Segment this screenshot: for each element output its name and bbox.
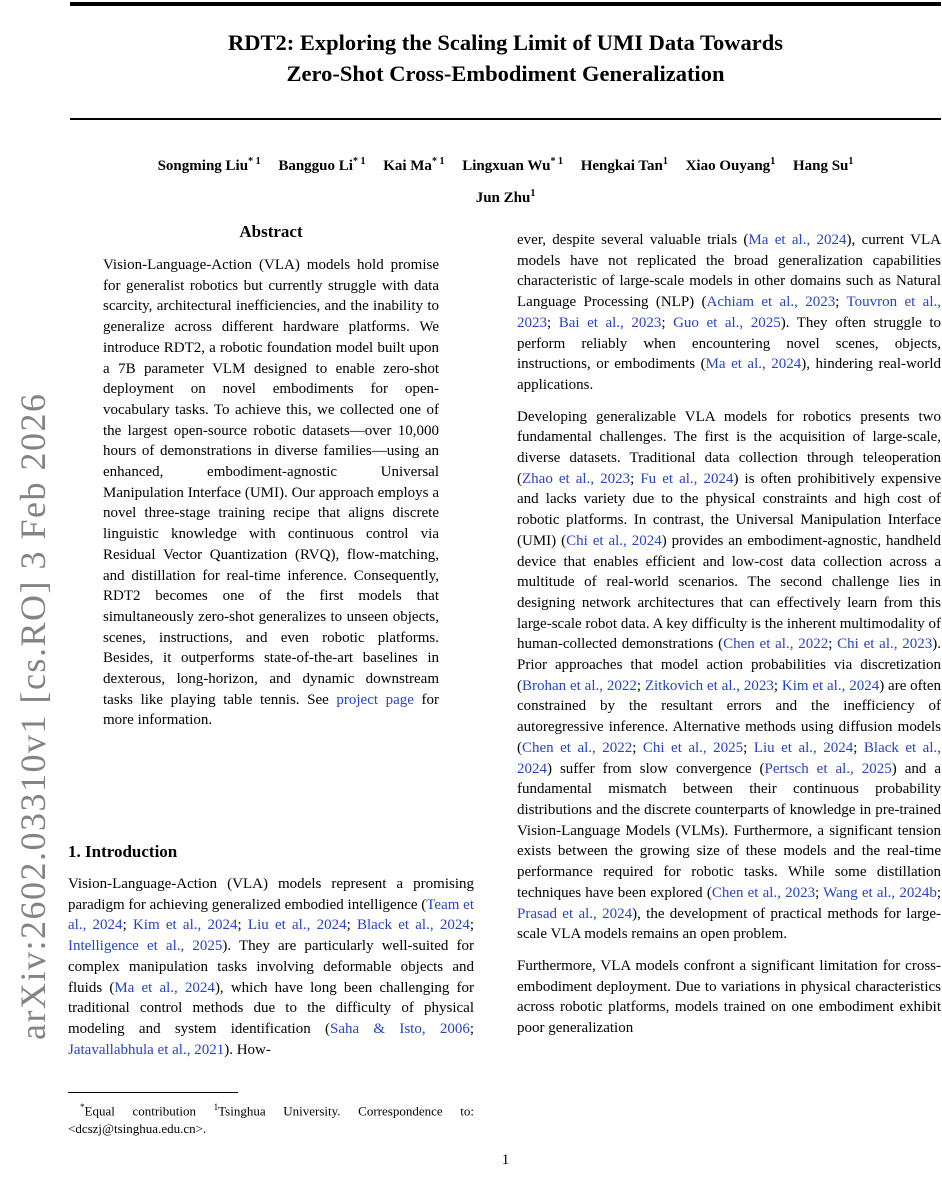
citation-link[interactable]: Intelligence et al., 2025 [68, 938, 223, 955]
author-name [383, 158, 444, 174]
author-affiliation-marker: 1 [662, 156, 668, 167]
author-affiliation-marker: 1 [848, 156, 854, 167]
intro-paragraph: Vision-Language-Action (VLA) models represent a promising paradigm for achieving generalized embodied intelligence (Team et al., 2024; Kim et al., 2024; Liu et al., 2024; Black et al., 2024; Intelligence et al., 2025). They are particularly well-suited for complex manipulation tasks involving deformable objects and fluids (Ma et al., 2024), which have long been challenging for traditional control methods due to the difficulty of physical modeling and system identification (Saha & Isto, 2006; Jatavallabhula et al., 2021). How- [68, 876, 475, 1058]
arxiv-watermark: arXiv:2602.03310v1 [cs.RO] 3 Feb 2026 [13, 392, 53, 1040]
right-column [517, 230, 941, 1050]
citation-link[interactable]: Jatavallabhula et al., 2021 [68, 1041, 225, 1058]
citation-link[interactable]: Wang et al., 2024b [823, 884, 937, 901]
author-name-text: Kai Ma [383, 158, 432, 174]
footnote-rule [68, 1092, 238, 1093]
citation-link[interactable]: Liu et al., 2024 [247, 917, 347, 934]
author-name-text: Hengkai Tan [580, 158, 663, 174]
author-name [686, 158, 776, 174]
author-row-2 [70, 180, 941, 212]
citation-link[interactable]: Chi et al., 2024 [566, 532, 662, 549]
author-affiliation-marker: 1 [770, 156, 776, 167]
citation-link[interactable]: Chi et al., 2023 [837, 636, 933, 653]
author-name-text: Bangguo Li [278, 158, 353, 174]
citation-link[interactable]: Zhao et al., 2023 [522, 470, 631, 487]
introduction-section [68, 842, 474, 1071]
author-name [462, 158, 563, 174]
author-name-text: Lingxuan Wu [462, 158, 551, 174]
project-page-link[interactable]: project page [336, 691, 414, 708]
footnote: *Equal contribution $^1$Tsinghua University. Correspondence to: <dcszj@tsinghua.edu.cn>. [68, 1102, 474, 1136]
citation-link[interactable]: Chen et al., 2023 [711, 884, 816, 901]
body-paragraph: Furthermore, VLA models confront a significant limitation for cross-embodiment deployment. Due to variations in physical characteristics across robotic platforms, models trained on one embodiment exhibit poor generalization [517, 957, 941, 1037]
footnote-marker: * [80, 1102, 85, 1112]
author-name [581, 158, 668, 174]
citation-link[interactable]: Kim et al., 2024 [132, 917, 238, 934]
citation-link[interactable]: Ma et al., 2024 [705, 356, 802, 373]
section-heading-introduction: 1. Introduction [68, 842, 178, 861]
author-row-1 [70, 148, 941, 180]
title-rule [70, 118, 941, 120]
author-block [70, 148, 941, 212]
author-affiliation-marker: * 1 [431, 156, 445, 167]
author-affiliation-marker: * 1 [248, 156, 261, 167]
author-name [278, 158, 365, 174]
citation-link[interactable]: Brohan et al., 2022 [522, 677, 637, 694]
author-affiliation-marker: 1 [530, 188, 536, 199]
paper-title [70, 27, 941, 89]
author-name-text: Hang Su [792, 158, 849, 174]
citation-link[interactable]: Chi et al., 2025 [642, 739, 744, 756]
author-name [476, 190, 536, 206]
left-column [68, 222, 475, 1058]
abstract-heading: Abstract [239, 222, 303, 241]
author-name-text: Jun Zhu [475, 190, 531, 206]
citation-link[interactable]: Black et al., 2024 [357, 917, 470, 934]
author-name [793, 158, 853, 174]
footnote-marker: 1 [213, 1102, 219, 1112]
citation-link[interactable]: Liu et al., 2024 [753, 739, 854, 756]
citation-link[interactable]: Ma et al., 2024 [114, 979, 215, 996]
citation-link[interactable]: Saha & Isto, 2006 [329, 1020, 470, 1037]
top-rule [70, 2, 941, 6]
title-line-1: RDT2: Exploring the Scaling Limit of UMI Data Towards [227, 30, 784, 55]
citation-link[interactable]: Zitkovich et al., 2023 [644, 677, 774, 694]
author-name-text: Songming Liu [157, 158, 249, 174]
author-name-text: Xiao Ouyang [685, 158, 771, 174]
citation-link[interactable]: Kim et al., 2024 [781, 677, 880, 694]
citation-link[interactable]: Bai et al., 2023 [558, 314, 662, 331]
citation-link[interactable]: Achiam et al., 2023 [706, 294, 836, 311]
citation-link[interactable]: Chen et al., 2022 [522, 739, 633, 756]
citation-link[interactable]: Prasad et al., 2024 [517, 905, 633, 922]
citation-link[interactable]: Black et al., 2024 [517, 739, 942, 777]
page-number: 1 [501, 1152, 510, 1168]
citation-link[interactable]: Chen et al., 2022 [723, 636, 829, 653]
citation-link[interactable]: Touvron et al., 2023 [517, 294, 941, 331]
author-name [158, 158, 261, 174]
author-affiliation-marker: * 1 [550, 156, 563, 167]
title-line-2: Zero-Shot Cross-Embodiment Generalization [286, 61, 725, 86]
citation-link[interactable]: Team et al., 2024 [68, 896, 474, 934]
body-paragraph: Developing generalizable VLA models for robotics presents two fundamental challenges. The first is the acquisition of large-scale, diverse datasets. Traditional data collection through teleoperation (Zhao et al., 2023; Fu et al., 2024) is often prohibitively expensive and lacks variety due to the physical constraints and high cost of robotic platforms. In contrast, the Universal Manipulation Interface (UMI) (Chi et al., 2024) provides an embodiment-agnostic, handheld device that enables efficient and low-cost data collection across a multitude of real-world scenarios. The second challenge lies in designing network architectures that can effectively learn from this large-scale robot data. A key difficulty is the inherent multimodality of human-collected demonstrations (Chen et al., 2022; Chi et al., 2023). Prior approaches that model action probabilities via discretization (Brohan et al., 2022; Zitkovich et al., 2023; Kim et al., 2024) are often constrained by the resultant errors and the inefficiency of autoregressive inference. Alternative methods using diffusion models (Chen et al., 2022; Chi et al., 2025; Liu et al., 2024; Black et al., 2024) suffer from slow convergence (Pertsch et al., 2025) and a fundamental mismatch between their continuous probability distributions and the discrete counterparts of knowledge in pre-trained Vision-Language Models (VLMs). Furthermore, a significant tension exists between the growing size of these models and the real-time performance required for robotic tasks. While some distillation techniques have been explored (Chen et al., 2023; Wang et al., 2024b; Prasad et al., 2024), the development of practical methods for large-scale VLA models remains an open problem. [517, 408, 942, 943]
body-paragraph: ever, despite several valuable trials (Ma et al., 2024), current VLA models have not replicated the broad generalization capabilities characteristic of large-scale models in other domains such as Natural Language Processing (NLP) (Achiam et al., 2023; Touvron et al., 2023; Bai et al., 2023; Guo et al., 2025). They often struggle to perform reliably when encountering novel scenes, objects, instructions, or embodiments (Ma et al., 2024), hindering real-world applications. [517, 232, 942, 393]
citation-link[interactable]: Guo et al., 2025 [673, 314, 781, 331]
citation-link[interactable]: Fu et al., 2024 [640, 470, 734, 487]
citation-link[interactable]: Pertsch et al., 2025 [764, 760, 892, 777]
citation-link[interactable]: Ma et al., 2024 [748, 232, 847, 248]
abstract-text: Vision-Language-Action (VLA) models hold promise for generalist robotics but currently struggle with data scarcity, architectural inefficiencies, and the inability to generalize across different hardware platforms. We introduce RDT2, a robotic foundation model built upon a 7B parameter VLM designed to enable zero-shot deployment on novel embodiments for open-vocabulary tasks. To achieve this, we collected one of the largest open-source robotic datasets—over 10,000 hours of demonstrations in diverse families—using an enhanced, embodiment-agnostic Universal Manipulation Interface (UMI). Our approach employs a novel three-stage training recipe that aligns discrete linguistic knowledge with continuous control via Residual Vector Quantization (RVQ), flow-matching, and distillation for real-time inference. Consequently, RDT2 becomes one of the first models that simultaneously zero-shot generalizes to unseen objects, scenes, instructions, and even robotic platforms. Besides, it outperforms state-of-the-art baselines in dexterous, long-horizon, and dynamic downstream tasks like playing table tennis. See project page for more information. [103, 257, 439, 729]
author-affiliation-marker: * 1 [352, 156, 366, 167]
